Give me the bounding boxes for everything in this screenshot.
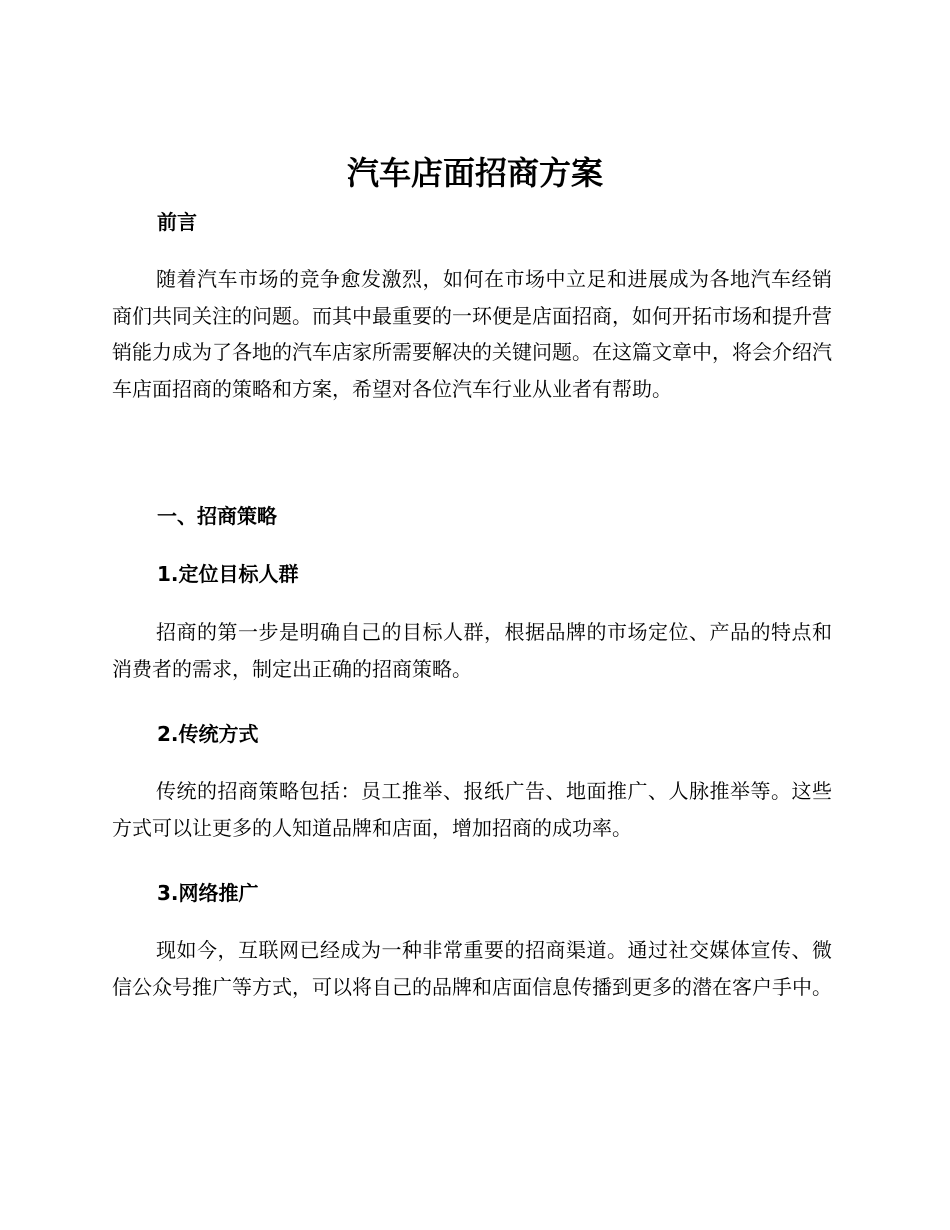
subsection-paragraph-online: 现如今，互联网已经成为一种非常重要的招商渠道。通过社交媒体宣传、微信公众号推广等方式，可以将自己的品牌和店面信息传播到更多的潜在客户手中。 [112,938,832,999]
subsection-heading-target: 1.定位目标人群 [157,562,299,586]
preface-heading: 前言 [157,210,197,234]
subsection-heading-traditional: 2.传统方式 [157,722,259,746]
subsection-paragraph-traditional: 传统的招商策略包括：员工推举、报纸广告、地面推广、人脉推举等。这些方式可以让更多的人知道品牌和店面，增加招商的成功率。 [112,779,832,840]
preface-paragraph: 随着汽车市场的竞争愈发激烈，如何在市场中立足和进展成为各地汽车经销商们共同关注的问题。而其中最重要的一环便是店面招商，如何开拓市场和提升营销能力成为了各地的汽车店家所需要解决的关键问题。在这篇文章中，将会介绍汽车店面招商的策略和方案，希望对各位汽车行业从业者有帮助。 [112,267,832,401]
subsection-heading-online: 3.网络推广 [157,881,259,905]
subsection-paragraph-target: 招商的第一步是明确自己的目标人群，根据品牌的市场定位、产品的特点和消费者的需求，制定出正确的招商策略。 [112,620,832,681]
document-title: 汽车店面招商方案 [346,154,603,192]
section-heading-strategy: 一、招商策略 [157,504,277,528]
